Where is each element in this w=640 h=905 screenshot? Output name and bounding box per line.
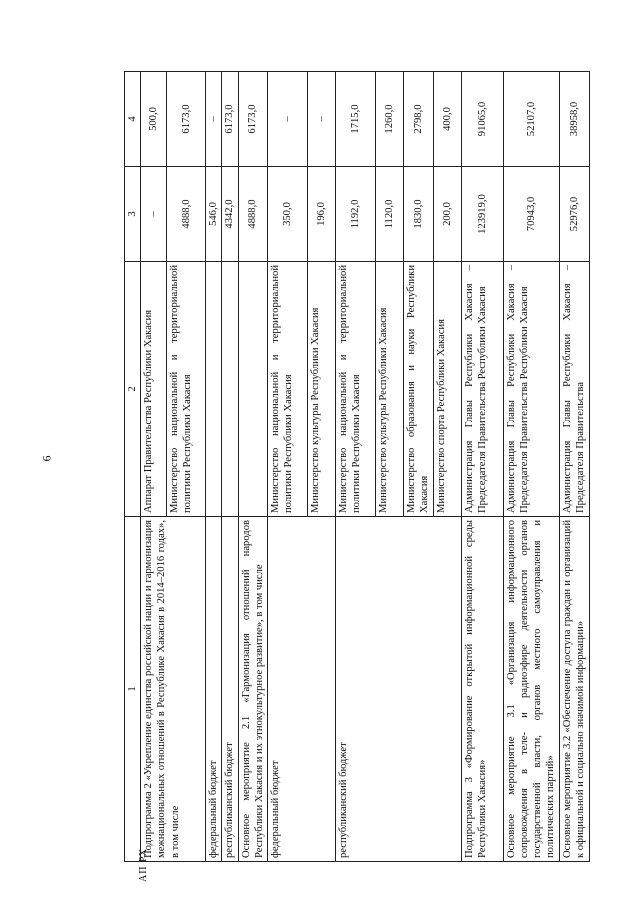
value-cell-2016: 1715,0 (336, 72, 376, 167)
value-cell-2016: 400,0 (433, 72, 461, 167)
executor-cell: Министерство образования и науки Республики Хакасия (404, 262, 433, 517)
program-cell: федеральный бюджет (268, 517, 336, 862)
table-row (238, 72, 267, 862)
program-cell: Основное мероприятие 3.1 «Организация информационного сопровождения в теле- и радиоэфире деятельности органов государственной власти, органов местного самоуправления и политических партий» (503, 517, 559, 862)
page-number: 6 (39, 455, 54, 462)
value-cell-2015: 4888,0 (238, 167, 267, 262)
executor-cell: Аппарат Правительства Республики Хакасия (141, 262, 167, 517)
header-cell: 2 (125, 262, 141, 517)
value-cell-2015: 1830,0 (404, 167, 433, 262)
header-row (125, 72, 141, 862)
program-cell: республиканский бюджет (336, 517, 461, 862)
program-cell: Основное мероприятие 2.1 «Гармонизация отношений народов Республики Хакасия и их этнокультурное развитие», в том числе (238, 517, 267, 862)
value-cell-2015: – (141, 167, 167, 262)
header-cell: 1 (125, 517, 141, 862)
rotated-page-content (124, 72, 609, 862)
program-cell: республиканский бюджет (222, 517, 238, 862)
program-cell: Основное мероприятие 3.2 «Обеспечение доступа граждан и организаций к официальной и социально значимой информации» (559, 517, 589, 862)
value-cell-2015: 546,0 (206, 167, 222, 262)
executor-cell (238, 262, 267, 517)
value-cell-2016: – (206, 72, 222, 167)
table-row (336, 72, 376, 862)
table-row (461, 72, 503, 862)
executor-cell: Министерство спорта Республики Хакасия (433, 262, 461, 517)
value-cell-2016: 38958,0 (559, 72, 589, 167)
value-cell-2016: 2798,0 (404, 72, 433, 167)
value-cell-2016: 6173,0 (222, 72, 238, 167)
executor-cell (206, 262, 222, 517)
executor-cell: Министерство национальной и территориальной политики Республики Хакасия (167, 262, 206, 517)
value-cell-2015: 123919,0 (461, 167, 503, 262)
value-cell-2016: 52107,0 (503, 72, 559, 167)
value-cell-2015: 200,0 (433, 167, 461, 262)
footer-code: АП РХ (138, 847, 149, 882)
value-cell-2015: 70943,0 (503, 167, 559, 262)
table-row (503, 72, 559, 862)
program-cell: Подпрограмма 2 «Укрепление единства российской нации и гармонизация межнациональных отношений в Республике Хакасия в 2014–2016 годах», в том числе (141, 517, 206, 862)
value-cell-2015: 1120,0 (376, 167, 404, 262)
table-row (222, 72, 238, 862)
executor-cell: Министерство культуры Республики Хакасия (308, 262, 336, 517)
executor-cell: Министерство национальной и территориальной политики Республики Хакасия (268, 262, 308, 517)
value-cell-2015: 1192,0 (336, 167, 376, 262)
value-cell-2016: 500,0 (141, 72, 167, 167)
executor-cell: Министерство национальной и территориальной политики Республики Хакасия (336, 262, 376, 517)
value-cell-2015: 4342,0 (222, 167, 238, 262)
program-cell: федеральный бюджет (206, 517, 222, 862)
value-cell-2016: 6173,0 (167, 72, 206, 167)
value-cell-2016: 6173,0 (238, 72, 267, 167)
executor-cell: Администрация Главы Республики Хакасия – Председателя Правительства Республики Хакасия (461, 262, 503, 517)
value-cell-2015: 52976,0 (559, 167, 589, 262)
executor-cell (222, 262, 238, 517)
value-cell-2015: 4888,0 (167, 167, 206, 262)
value-cell-2016: – (308, 72, 336, 167)
program-cell: Подпрограмма 3 «Формирование открытой информационной среды Республики Хакасия» (461, 517, 503, 862)
budget-table (124, 71, 590, 862)
value-cell-2016: 1260,0 (376, 72, 404, 167)
table-row (268, 72, 308, 862)
header-cell: 3 (125, 167, 141, 262)
executor-cell: Администрация Главы Республики Хакасия – Председателя Правительства (559, 262, 589, 517)
header-cell: 4 (125, 72, 141, 167)
table-row (141, 72, 167, 862)
executor-cell: Администрация Главы Республики Хакасия – Председателя Правительства Республики Хакасия (503, 262, 559, 517)
table-row (559, 72, 589, 862)
value-cell-2015: 196,0 (308, 167, 336, 262)
value-cell-2016: – (268, 72, 308, 167)
value-cell-2016: 91065,0 (461, 72, 503, 167)
table-row (206, 72, 222, 862)
executor-cell: Министерство культуры Республики Хакасия (376, 262, 404, 517)
value-cell-2015: 350,0 (268, 167, 308, 262)
